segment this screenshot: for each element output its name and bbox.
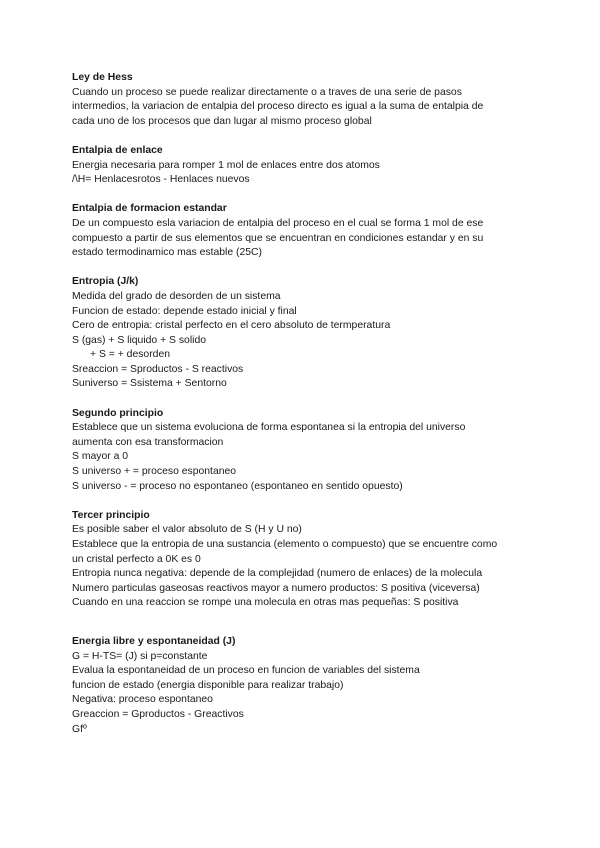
text-line: Evalua la espontaneidad de un proceso en funcion de variables del sistema <box>72 665 420 677</box>
text-line: Greaccion = Gproductos - Greactivos <box>72 708 244 720</box>
section-entalpia-formacion <box>72 202 542 260</box>
section-entalpia-de-enlace <box>72 144 542 188</box>
text-line: Cuando en una reaccion se rompe una molecula en otras mas pequeñas: S positiva <box>72 597 459 609</box>
section-heading: Entalpia de formacion estandar <box>72 203 227 215</box>
section-energia-libre <box>72 635 542 737</box>
section-tercer-principio <box>72 509 542 611</box>
text-line: Establece que un sistema evoluciona de forma espontanea si la entropia del universo <box>72 422 466 434</box>
text-line: Entropia nunca negativa: depende de la complejidad (numero de enlaces) de la molecula <box>72 568 483 580</box>
text-line: estado termodinamico mas estable (25C) <box>72 247 263 259</box>
text-line: aumenta con esa transformacion <box>72 436 224 448</box>
section-heading: Segundo principio <box>72 407 164 419</box>
text-line: Suniverso = Ssistema + Sentorno <box>72 378 227 390</box>
text-line: Numero particulas gaseosas reactivos mayor a numero productos: S positiva (viceversa) <box>72 582 480 594</box>
text-line: un cristal perfecto a 0K es 0 <box>72 553 201 565</box>
text-line: + S = + desorden <box>90 349 171 361</box>
text-line: Es posible saber el valor absoluto de S (H y U no) <box>72 524 302 536</box>
section-heading: Energia libre y espontaneidad (J) <box>72 635 236 647</box>
section-ley-de-hess <box>72 71 542 129</box>
document-page <box>72 71 542 737</box>
text-line: Negativa: proceso espontaneo <box>72 694 213 706</box>
section-heading: Tercer principio <box>72 509 150 521</box>
text-line: S universo - = proceso no espontaneo (espontaneo en sentido opuesto) <box>72 480 403 492</box>
text-line: Gfº <box>72 723 87 735</box>
text-line: funcion de estado (energia disponible para realizar trabajo) <box>72 679 344 691</box>
section-heading: Ley de Hess <box>72 72 133 83</box>
text-line: Cuando un proceso se puede realizar directamente o a traves de una serie de pasos <box>72 86 462 98</box>
text-line: Funcion de estado: depende estado inicial y final <box>72 305 297 317</box>
section-heading: Entalpia de enlace <box>72 144 163 156</box>
text-line: De un compuesto esla variacion de entalpia del proceso en el cual se forma 1 mol de ese <box>72 217 484 229</box>
section-segundo-principio <box>72 407 542 495</box>
text-line: intermedios, la variacion de entalpia del proceso directo es igual a la suma de entalpia de <box>72 101 484 113</box>
text-line: Medida del grado de desorden de un sistema <box>72 290 281 302</box>
text-line: S (gas) + S liquido + S solido <box>72 334 206 346</box>
section-heading: Entropia (J/k) <box>72 276 139 288</box>
text-line: Cero de entropia: cristal perfecto en el cero absoluto de termperatura <box>72 320 391 332</box>
text-line: S universo + = proceso espontaneo <box>72 466 237 478</box>
text-line: S mayor a 0 <box>72 451 129 463</box>
text-line: Establece que la entropia de una sustancia (elemento o compuesto) que se encuentre como <box>72 539 498 550</box>
section-entropia <box>72 275 542 392</box>
text-line: Sreaccion = Sproductos - S reactivos <box>72 363 244 375</box>
text-line: /\H= Henlacesrotos - Henlaces nuevos <box>72 174 250 186</box>
text-line: G = H-TS= (J) si p=constante <box>72 650 208 662</box>
text-line: cada uno de los procesos que dan lugar al mismo proceso global <box>72 115 372 127</box>
text-line: Energia necesaria para romper 1 mol de enlaces entre dos atomos <box>72 159 380 171</box>
text-line: compuesto a partir de sus elementos que se encuentran en condiciones estandar y en su <box>72 232 484 244</box>
